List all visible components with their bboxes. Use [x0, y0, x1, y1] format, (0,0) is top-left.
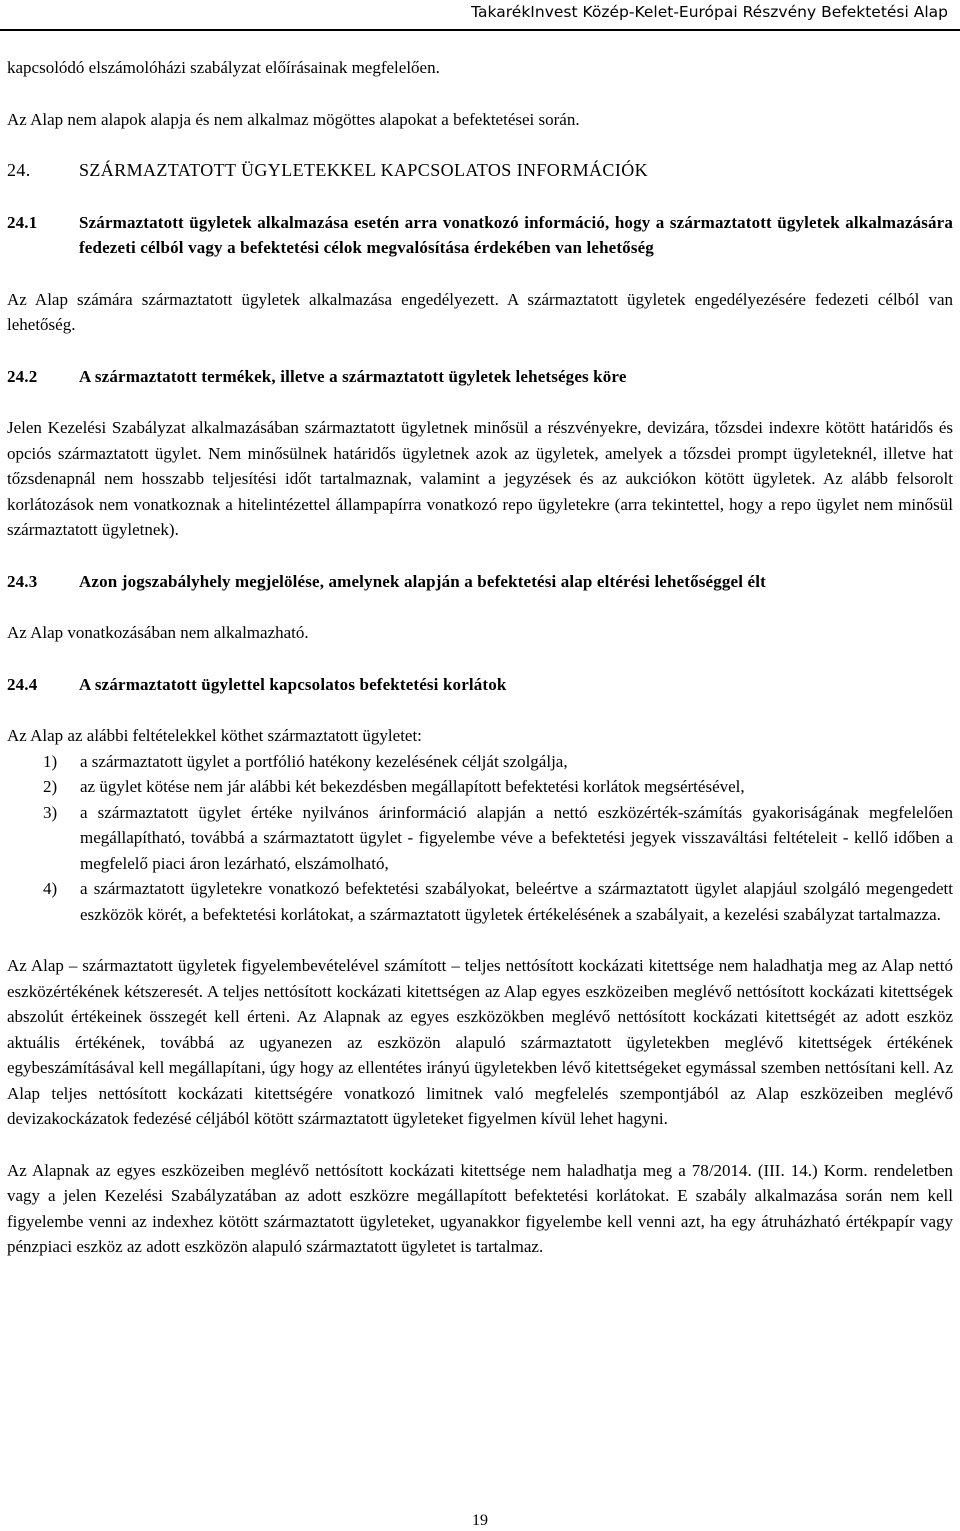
- list-item: [7, 749, 953, 775]
- list-item-text: a származtatott ügylet a portfólió hatékony kezelésének célját szolgálja,: [80, 751, 568, 771]
- list-item-text: a származtatott ügylet értéke nyilvános árinformáció alapján a nettó eszközérték-számítás gyakoriságának megfelelően megállapítható, továbbá a származtatott ügylet - figyelembe véve a befektetési jegyek visszaváltási feltételeit - kellő időben a megfelelő piaci áron lezárható, elszámolható,: [80, 802, 953, 873]
- section-24-3-number: 24.3: [7, 571, 38, 591]
- section-24-2-number: 24.2: [7, 366, 38, 386]
- section-24-1-number: 24.1: [7, 212, 38, 232]
- list-item-text: a származtatott ügyletekre vonatkozó befektetési szabályokat, beleértve a származtatott ügylet alapjául szolgáló megengedett eszközök körét, a befektetési korlátokat, a származtatott ügyletek értékelésének a szabályait, a kezelési szabályzat tartalmazza.: [80, 879, 953, 924]
- page-number: 19: [472, 1512, 488, 1529]
- list-item-text: az ügylet kötése nem jár alábbi két bekezdésben megállapított befektetési korlátok megsértésével,: [80, 777, 745, 796]
- section-24-2-body: Jelen Kezelési Szabályzat alkalmazásában származtatott ügyletnek minősül a részvényekre, devizára, tőzsdei indexre kötött határidős és opciós származtatott ügylet. Nem minősülnek határidős ügyletnek azok az ügyletek, amelyek a tőzsdei prompt ügyleteknél, illetve hat tőzsdenapnál nem hosszabb teljesítési időt tartalmaznak, valamint a jegyzések és az aukciókon kötött ügyletek. Az alább felsorolt korlátozások nem vonatkoznak a hitelintézettel állampapírra vonatkozó repo ügyletekre (arra tekintettel, hogy a repo ügylet nem minősül származtatott ügyletnek).: [7, 418, 953, 539]
- section-24-heading: [7, 158, 953, 184]
- section-24-3-title: Azon jogszabályhely megjelölése, amelynek alapján a befektetési alap eltérési lehetőséggel élt: [79, 571, 766, 591]
- section-24-title: SZÁRMAZTATOTT ÜGYLETEKKEL KAPCSOLATOS INFORMÁCIÓK: [79, 160, 649, 180]
- page-header: [0, 0, 960, 34]
- list-item-marker: 2): [43, 777, 58, 796]
- section-24-1-title: Származtatott ügyletek alkalmazása esetén arra vonatkozó információ, hogy a származtatott ügyletek alkalmazására fedezeti célból vagy a befektetési célok megvalósítása érdekében van lehetőség: [79, 212, 953, 257]
- list-item-marker: 4): [43, 879, 58, 898]
- list-item: [7, 876, 953, 927]
- list-item-marker: 1): [43, 751, 58, 771]
- page-content: [7, 55, 953, 1260]
- section-24-2-heading: [7, 364, 953, 390]
- list-item: [7, 800, 953, 877]
- section-24-4-title: A származtatott ügylettel kapcsolatos befektetési korlátok: [79, 674, 507, 694]
- section-24-4-heading: [7, 672, 953, 698]
- document-title: TakarékInvest Közép-Kelet-Európai Részvény Befektetési Alap: [471, 3, 948, 21]
- list-item-marker: 3): [43, 802, 58, 822]
- section-24-1-body: Az Alap számára származtatott ügyletek alkalmazása engedélyezett. A származtatott ügyletek engedélyezésére fedezeti célból van lehetőség.: [7, 289, 953, 334]
- section-24-4-number: 24.4: [7, 674, 38, 694]
- section-24-2-title: A származtatott termékek, illetve a származtatott ügyletek lehetséges köre: [79, 366, 627, 386]
- header-rule: [0, 29, 960, 31]
- intro-line-1: kapcsolódó elszámolóházi szabályzat előírásainak megfelelően.: [7, 58, 440, 77]
- section-24-4-lead: Az Alap az alábbi feltételekkel köthet származtatott ügyletet:: [7, 726, 422, 745]
- section-24-3-body: Az Alap vonatkozásában nem alkalmazható.: [7, 623, 309, 642]
- section-24-3-heading: [7, 569, 953, 595]
- list-item: [7, 774, 953, 800]
- conditions-list: [7, 749, 953, 928]
- section-24-1-heading: [7, 210, 953, 261]
- intro-line-2: Az Alap nem alapok alapja és nem alkalmaz mögöttes alapokat a befektetései során.: [7, 109, 580, 129]
- asset-exposure-paragraph: Az Alapnak az egyes eszközeiben meglévő nettósított kockázati kitettsége nem haladhatja meg a 78/2014. (III. 14.) Korm. rendeletben vagy a jelen Kezelési Szabályzatában az adott eszközre megállapított befektetési korlátokat. E szabály alkalmazása során nem kell figyelembe venni az indexhez kötött származtatott ügyleteket, ugyanakkor figyelembe kell venni azt, ha egy átruházható értékpapír vagy pénzpiaci eszköz az adott eszközön alapuló származtatott ügyletet is tartalmaz.: [7, 1160, 953, 1256]
- exposure-paragraph: Az Alap – származtatott ügyletek figyelembevételével számított – teljes nettósított kockázati kitettsége nem haladhatja meg az Alap nettó eszközértékének kétszeresét. A teljes nettósított kockázati kitettségen az Alap egyes eszközeiben meglévő nettósított kockázati kitettségek abszolút értékeinek összegét kell érteni. Az Alapnak az egyes eszközökben meglévő nettósított kockázati kitettségét az adott eszköz aktuális értékének, továbbá az ugyanezen az eszközön alapuló származtatott ügyletekben meglévő kitettségek értékének egybeszámításával kell megállapítani, úgy hogy az ellentétes irányú ügyletekben lévő kitettségeket egymással szemben nettósítani kell. Az Alap teljes nettósított kockázati kitettségére vonatkozó limitnek való megfelelés szempontjából az Alap eszközeiben meglévő devizakockázatok fedezésé céljából kötött származtatott ügyleteket figyelmen kívül lehet hagyni.: [7, 956, 953, 1128]
- section-24-number: 24.: [7, 160, 31, 180]
